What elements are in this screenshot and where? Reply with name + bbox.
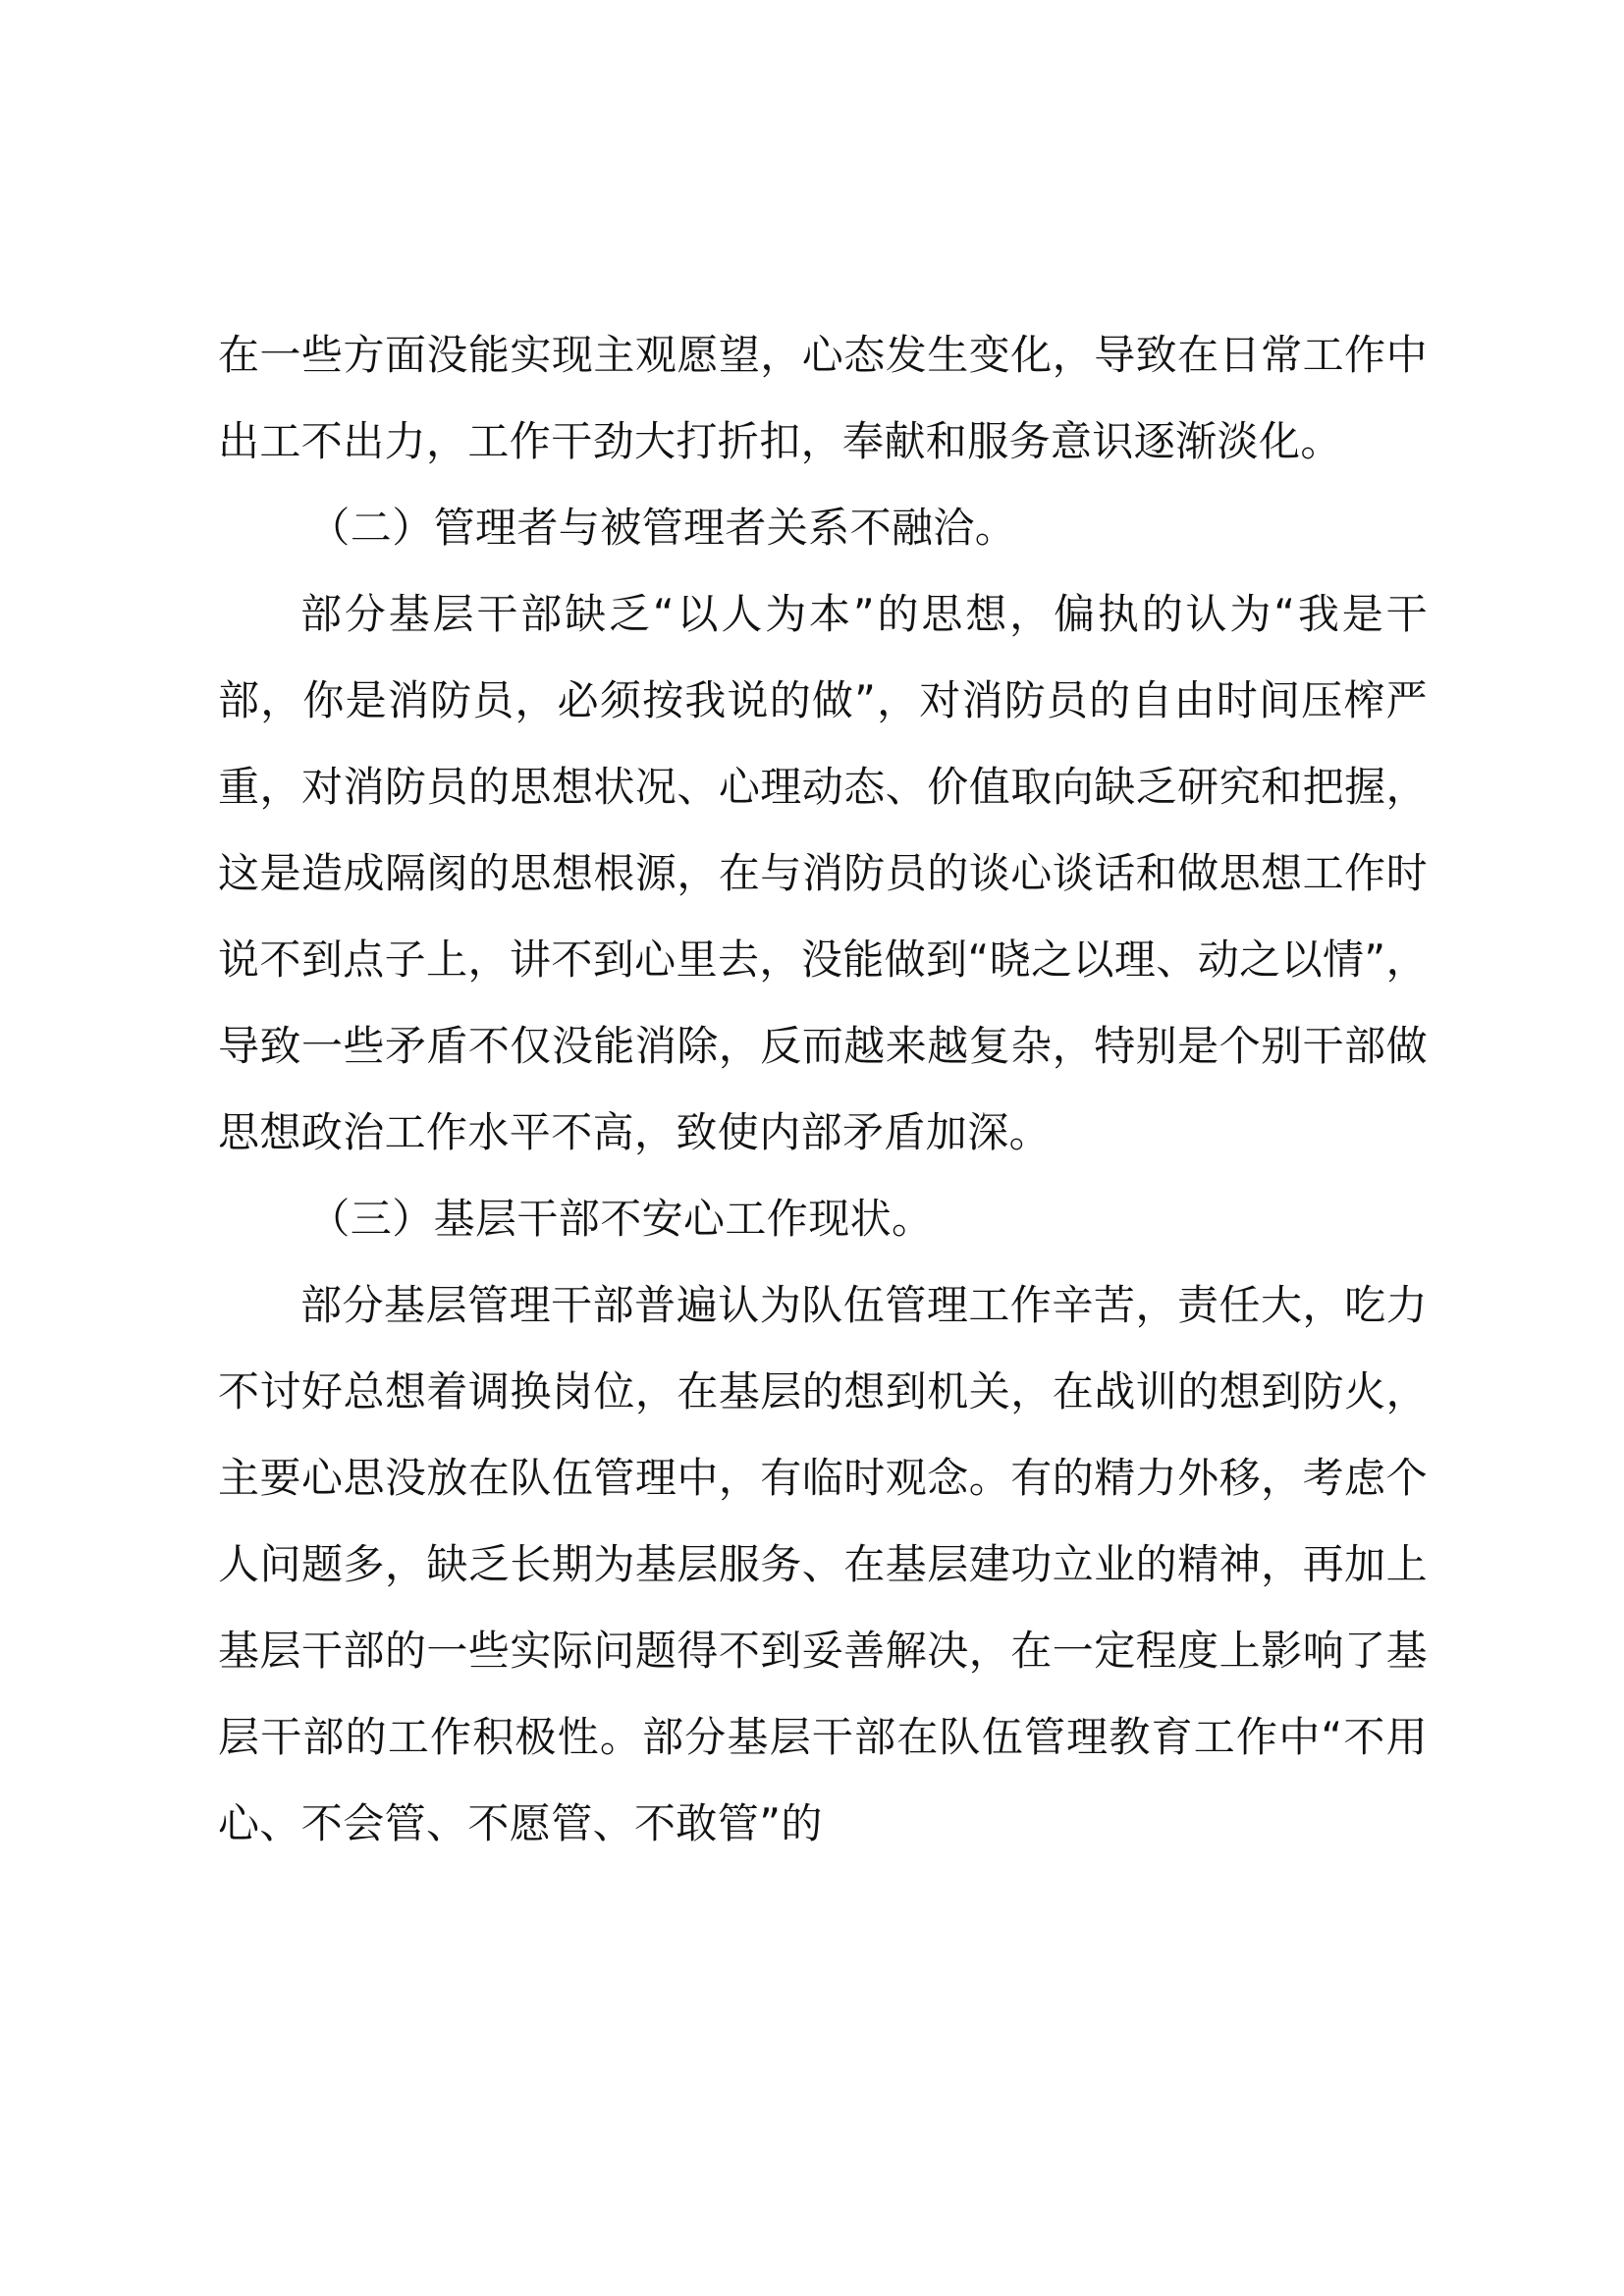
paragraph-body-2: 部分基层管理干部普遍认为队伍管理工作辛苦，责任大，吃力不讨好总想着调换岗位，在基层的想到机关，在战训的想到防火，主要心思没放在队伍管理中，有临时观念。有的精力外移，考虑个人问题多，缺乏长期为基层服务、在基层建功立业的精神，再加上基层干部的一些实际问题得不到妥善解决，在一定程度上影响了基层干部的工作积极性。部分基层干部在队伍管理教育工作中“不用心、不会管、不愿管、不敢管”的 bbox=[218, 1281, 1428, 1847]
section-heading-2: （二）管理者与被管理者关系不融洽。 bbox=[308, 504, 1017, 552]
section-heading-3: （三）基层干部不安心工作现状。 bbox=[308, 1195, 934, 1243]
paragraph-body-1: 部分基层干部缺乏“以人为本”的思想，偏执的认为“我是干部，你是消防员，必须按我说的做”，对消防员的自由时间压榨严重，对消防员的思想状况、心理动态、价值取向缺乏研究和把握，这是造成隔阂的思想根源，在与消防员的谈心谈话和做思想工作时说不到点子上，讲不到心里去，没能做到“晓之以理、动之以情”，导致一些矛盾不仅没能消除，反而越来越复杂，特别是个别干部做思想政治工作水平不高，致使内部矛盾加深。 bbox=[218, 590, 1428, 1156]
document-page bbox=[218, 312, 1428, 1867]
paragraph-continuation: 在一些方面没能实现主观愿望，心态发生变化，导致在日常工作中出工不出力，工作干劲大打折扣，奉献和服务意识逐渐淡化。 bbox=[218, 331, 1428, 465]
